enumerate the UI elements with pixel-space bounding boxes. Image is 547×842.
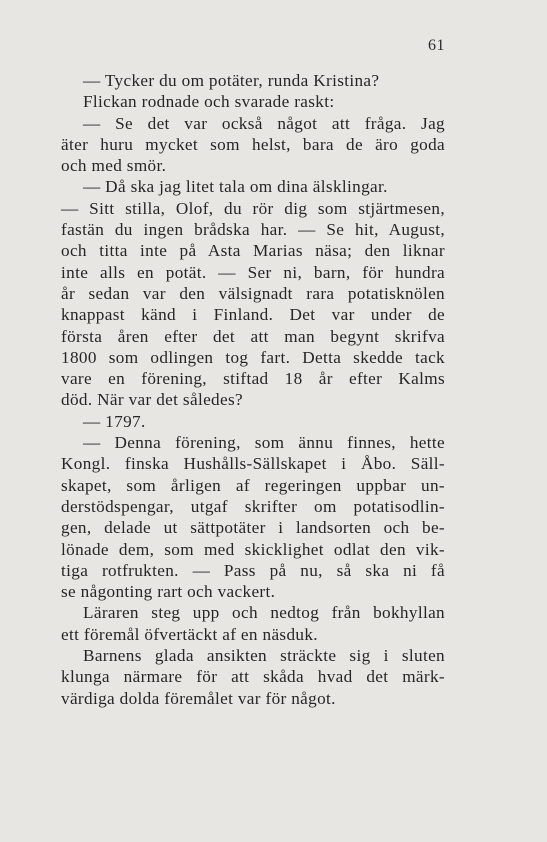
text-line: fastän du ingen brådska har. — Se hit, August,	[61, 220, 445, 240]
page-number: 61	[428, 37, 445, 54]
text-line: lönade dem, som med skicklighet odlat den vik-	[61, 539, 445, 559]
text-line: derstödspengar, utgaf skrifter om potatisodlin-	[61, 496, 445, 516]
text-line: död. När var det således?	[61, 390, 243, 410]
text-line: knappast känd i Finland. Det var under de	[61, 305, 445, 325]
text-line: — Se det var också något att fråga. Jag	[83, 113, 445, 133]
text-line: — 1797.	[83, 411, 146, 431]
text-line: — Denna förening, som ännu finnes, hette	[83, 433, 445, 453]
text-line: Flickan rodnade och svarade raskt:	[83, 92, 335, 112]
text-line: inte alls en potät. — Ser ni, barn, för hundra	[61, 262, 445, 282]
text-line: — Då ska jag litet tala om dina älsklingar.	[83, 177, 388, 197]
text-line: äter huru mycket som helst, bara de äro goda	[61, 134, 445, 154]
text-line: första åren efter det att man begynt skrifva	[61, 326, 445, 346]
text-line: och titta inte på Asta Marias näsa; den liknar	[61, 241, 445, 261]
text-line: — Tycker du om potäter, runda Kristina?	[83, 71, 380, 90]
text-line: skapet, som årligen af regeringen uppbar un-	[61, 475, 445, 495]
text-line: se någonting rart och vackert.	[61, 582, 276, 602]
text-line: gen, delade ut sättpotäter i landsorten och be-	[61, 518, 445, 538]
text-line: Barnens glada ansikten sträckte sig i sluten	[83, 646, 445, 666]
text-line: år sedan var den välsignadt rara potatisknölen	[61, 283, 445, 303]
text-line: Kongl. finska Hushålls-Sällskapet i Åbo. Säll-	[61, 454, 445, 474]
text-line: tiga rotfrukten. — Pass på nu, så ska ni få	[61, 560, 445, 580]
text-line: klunga närmare för att skåda hvad det märk-	[61, 667, 445, 687]
text-line: värdiga dolda föremålet var för något.	[61, 688, 336, 708]
text-line: — Sitt stilla, Olof, du rör dig som stjärtmesen,	[61, 198, 445, 218]
text-line: vare en förening, stiftad 18 år efter Kalms	[61, 369, 445, 389]
text-line: Läraren steg upp och nedtog från bokhyllan	[83, 603, 445, 623]
text-line: ett föremål öfvertäckt af en näsduk.	[61, 624, 318, 644]
body-text	[61, 70, 445, 709]
text-line: och med smör.	[61, 156, 167, 176]
text-line: 1800 som odlingen tog fart. Detta skedde tack	[61, 347, 445, 367]
